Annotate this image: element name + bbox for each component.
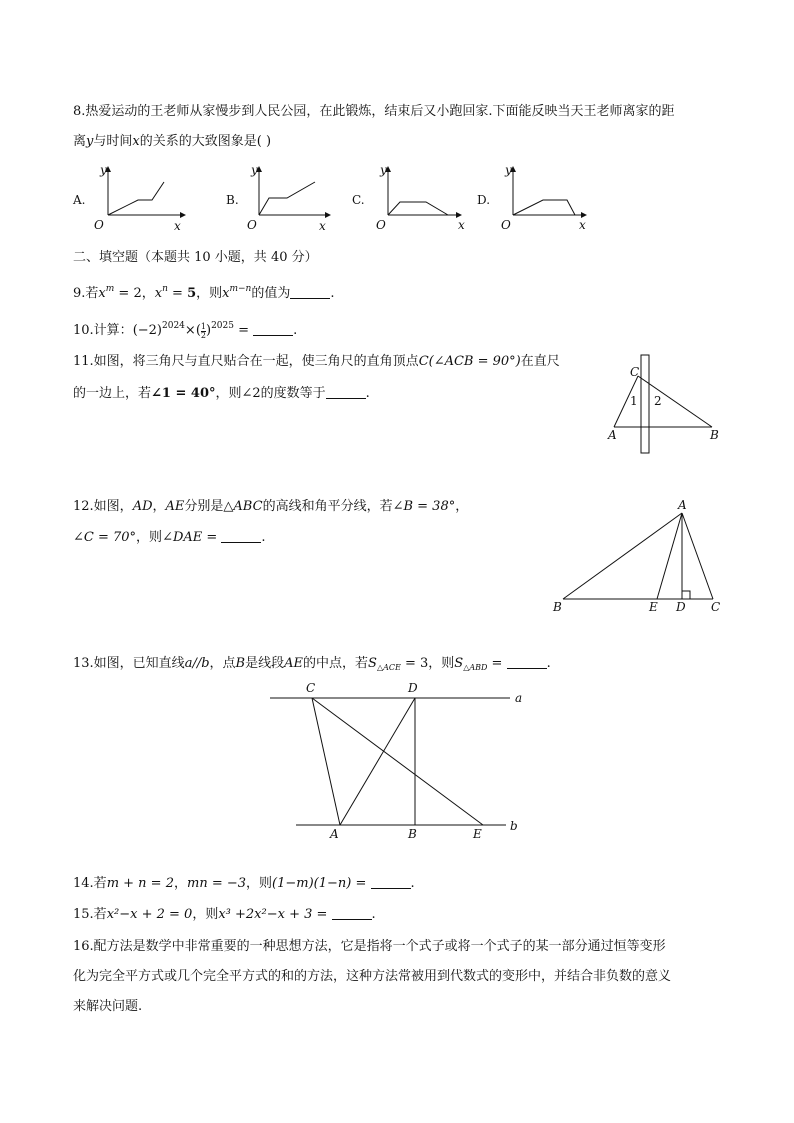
label-line-b: b (510, 819, 518, 833)
q9-text: . (330, 286, 335, 301)
x-axis-label: x (579, 218, 586, 232)
q13-text: 13.如图，已知直线 (73, 656, 185, 671)
q13-math: AE (284, 656, 304, 671)
q10-exp: 2024 (162, 321, 185, 331)
q13-math: B (235, 656, 246, 671)
q11-text: 的一边上，若 (73, 386, 152, 401)
answer-blank[interactable] (332, 907, 372, 920)
label-c: C (630, 365, 640, 379)
q14-text: 14.若 (73, 876, 107, 891)
q14-math: m + n = 2 (106, 876, 174, 891)
angle-2-label: 2 (654, 394, 662, 408)
answer-blank[interactable] (371, 876, 411, 889)
q9-text: ， (141, 286, 155, 301)
q14-text: ， (173, 876, 187, 891)
x-axis-label: x (458, 218, 465, 232)
q14-text: . (410, 876, 415, 891)
q14-line (73, 874, 415, 894)
ruler (641, 355, 649, 453)
q13-math: = (487, 656, 507, 671)
q13-line (73, 654, 551, 678)
q11-math: ∠1 = 40° (151, 386, 216, 401)
answer-blank[interactable] (221, 530, 261, 543)
q8-text: 的关系的大致图象是( ) (139, 134, 272, 149)
label-e: E (473, 827, 482, 841)
label-line-a: a (515, 691, 523, 705)
q13-math: S (368, 656, 377, 671)
q13-text: ，点 (209, 656, 236, 671)
option-a-label: A. (73, 193, 86, 207)
answer-blank[interactable] (507, 656, 547, 669)
q13-math: = 3 (400, 656, 429, 671)
q8-line2 (73, 132, 271, 152)
answer-blank[interactable] (290, 286, 330, 299)
origin-label: O (247, 218, 257, 232)
q10-exp: 2025 (211, 321, 234, 331)
label-b: B (710, 428, 719, 442)
q11-text: ，则∠2的度数等于 (215, 386, 326, 401)
q8-text: 离 (73, 134, 87, 149)
label-a: A (608, 428, 617, 442)
q14-math: (1−m)(1−n) = (272, 876, 371, 891)
q10-times: × (184, 323, 196, 338)
q12-text: ， (152, 499, 166, 514)
option-a-graph (90, 160, 190, 235)
q12-math: AE (165, 499, 185, 514)
q12-math: ∠B = 38° (392, 499, 456, 514)
label-b: B (553, 600, 562, 614)
x-axis-label: x (174, 219, 181, 233)
q11-line1 (73, 352, 560, 372)
q13-text: 的中点，若 (303, 656, 369, 671)
q12-text: . (261, 530, 266, 545)
q11-line2 (73, 384, 370, 404)
right-angle-mark (682, 591, 690, 599)
answer-blank[interactable] (326, 386, 366, 399)
q15-text: ，则 (192, 907, 219, 922)
q11-figure (600, 350, 730, 460)
q13-sub: △ABD (463, 663, 488, 672)
option-d-label: D. (477, 193, 491, 207)
q12-text: 分别是 (184, 499, 224, 514)
label-e: E (649, 600, 658, 614)
label-b: B (408, 827, 417, 841)
q13-math: S (454, 656, 464, 671)
q10-text: = (233, 323, 254, 338)
option-c-graph (370, 160, 470, 235)
label-c: C (306, 681, 316, 695)
q15-math: x³ +2x²−x + 3 = (218, 907, 332, 922)
q14-text: ，则 (246, 876, 273, 891)
q9-text: 9.若 (73, 286, 99, 301)
q15-math: x²−x + 2 = 0 (106, 907, 193, 922)
label-d: D (408, 681, 418, 695)
q9-line: 9.若$x^m = 2$，$x^n = 5$，则$x^{m-n}$的值为 . (73, 284, 335, 301)
q13-text: ，则 (428, 656, 455, 671)
q11-text: 在直尺 (520, 354, 560, 369)
q14-math: mn = −3 (187, 876, 247, 891)
q8-line1: 8.热爱运动的王老师从家慢步到人民公园，在此锻炼，结束后又小跑回家.下面能反映当天王老师离家的距 (73, 104, 675, 119)
q12-math: △ABC (223, 499, 263, 514)
q15-text: 15.若 (73, 907, 107, 922)
q16-line1: 16.配方法是数学中非常重要的一种思想方法，它是指将一个式子或将一个式子的某一部分通过恒等变形 (73, 939, 666, 954)
q12-text: 12.如图， (73, 499, 133, 514)
q11-text: . (365, 386, 370, 401)
q12-math: ∠DAE = (162, 530, 222, 545)
q13-sub: △ACE (376, 663, 401, 672)
x-axis-label: x (319, 219, 326, 233)
q12-line1 (73, 497, 468, 517)
origin-label: O (376, 218, 386, 232)
origin-label: O (94, 218, 104, 232)
q15-text: . (371, 907, 376, 922)
q12-text: ，则 (136, 530, 163, 545)
label-c: C (711, 600, 721, 614)
option-b-label: B. (226, 193, 239, 207)
q13-math: a//b (184, 656, 210, 671)
q8-var-x: x (132, 134, 140, 149)
q10-line: 10.计算：$(-2)^{2024}\times$( $\frac{1}{2}$ )$^{2025}$ = . (73, 321, 298, 340)
y-axis-label: y (251, 163, 258, 177)
q8-var-y: y (86, 134, 94, 149)
option-b-graph (245, 160, 345, 235)
origin-label: O (501, 218, 511, 232)
fraction: $\frac{1}{2}$ (200, 322, 206, 340)
q9-text: 的值为 (251, 286, 291, 301)
q16-line3: 来解决问题. (73, 999, 143, 1014)
q10-base: (−2) (132, 323, 162, 338)
option-c-label: C. (352, 193, 365, 207)
answer-blank[interactable] (253, 323, 293, 336)
label-a: A (678, 498, 687, 512)
q11-text: 11.如图，将三角尺与直尺贴合在一起，使三角尺的直角顶点 (73, 354, 419, 369)
q12-line2 (73, 528, 266, 548)
q12-text: ， (455, 499, 469, 514)
q10-text: . (293, 323, 298, 338)
q13-figure (260, 680, 530, 845)
q9-text: ，则 (196, 286, 223, 301)
y-axis-label: y (505, 163, 512, 177)
q10-text: 10.计算： (73, 323, 133, 338)
q13-text: 是线段 (245, 656, 285, 671)
y-axis-label: y (100, 163, 107, 177)
label-a: A (330, 827, 339, 841)
q12-figure (545, 495, 735, 620)
q12-math: ∠C = 70° (73, 530, 137, 545)
section-2-title: 二、填空题（本题共 10 小题，共 40 分） (73, 250, 318, 265)
option-d-graph (495, 160, 595, 235)
q12-text: 的高线和角平分线，若 (262, 499, 393, 514)
angle-1-label: 1 (630, 394, 638, 408)
q8-text: 与时间 (93, 134, 133, 149)
label-d: D (676, 600, 686, 614)
q16-line2: 化为完全平方式或几个完全平方式的和的方法，这种方法常被用到代数式的变形中，并结合非负数的意义 (73, 969, 672, 984)
y-axis-label: y (380, 163, 387, 177)
q12-math: AD (132, 499, 153, 514)
q11-math: C(∠ACB = 90°) (418, 354, 521, 369)
q15-line (73, 905, 376, 925)
q13-text: . (546, 656, 551, 671)
